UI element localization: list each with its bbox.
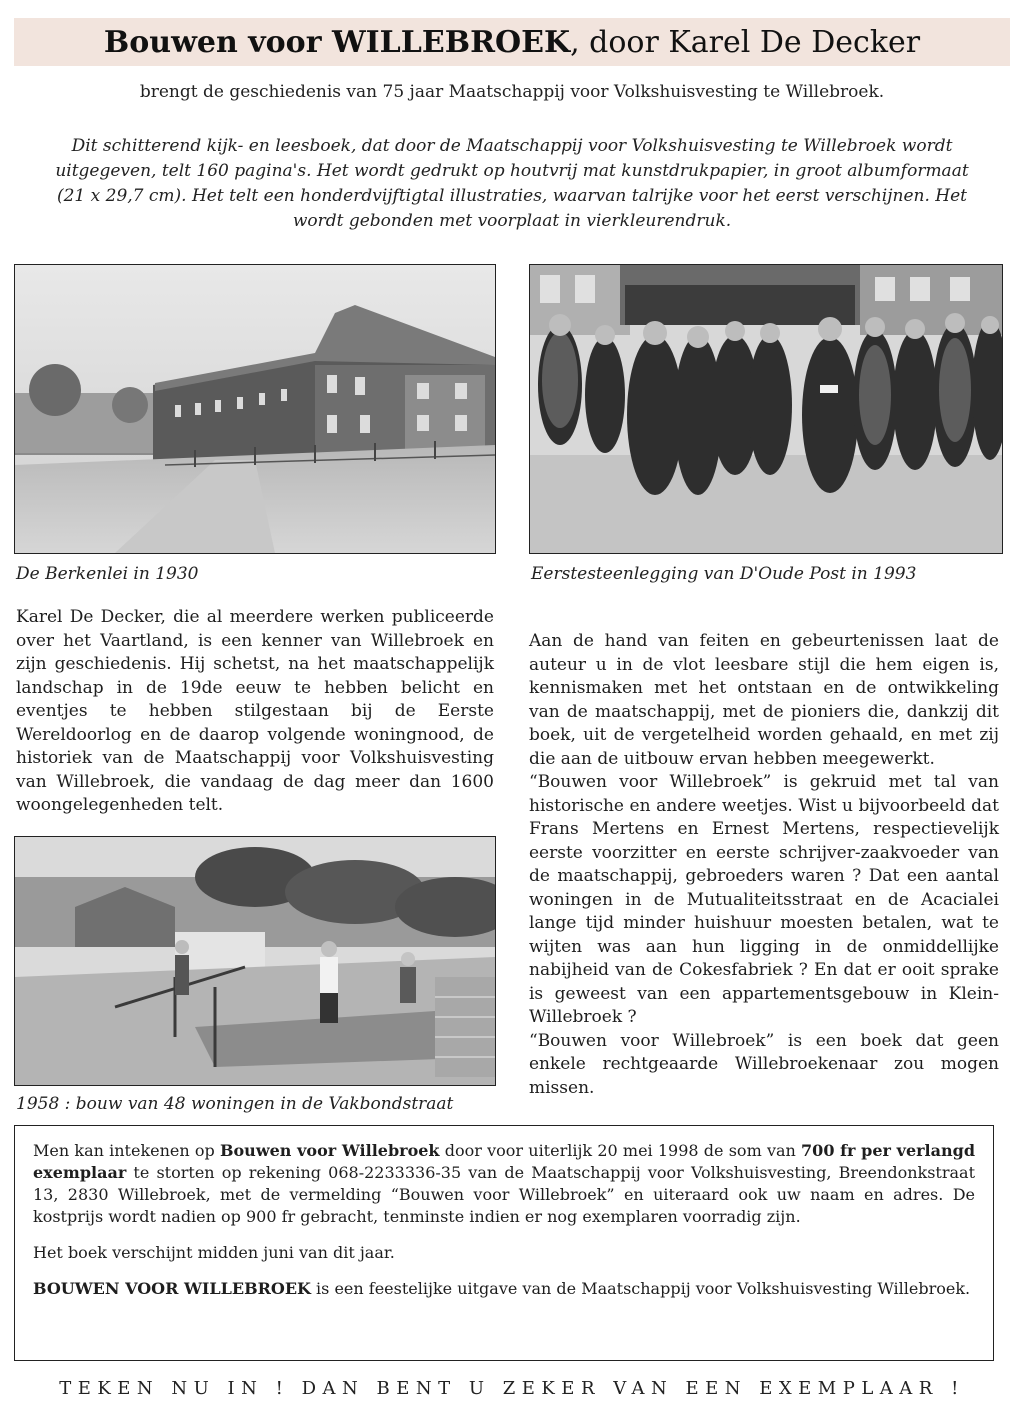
- subscription-book-title: Bouwen voor Willebroek: [219, 1141, 440, 1160]
- article-right-column: [529, 630, 999, 1100]
- title-rest: , door Karel De Decker: [570, 24, 921, 60]
- caption-berkenlei: De Berkenlei in 1930: [16, 564, 199, 584]
- subscription-paragraph-3: [33, 1278, 975, 1300]
- photo-bouw-1958: [14, 836, 496, 1086]
- article-right-paragraph-2: “Bouwen voor Willebroek” is gekruid met tal van historische en andere weetjes. Wist u bijvoorbeeld dat Frans Mertens en Ernest Mertens, respectievelijk eerste voorzitter en eerste schrijver-zaakvoeder van de maatschappij, gebroeders waren ? Dat een aantal woningen in de Mutualiteitsstraat en de Acacialei lange tijd minder huishuur moesten betalen, wat te wijten was aan hun ligging in de onmiddellijke nabijheid van de Cokesfabriek ? En dat er ooit sprake is geweest van een appartementsgebouw in Klein-Willebroek ?: [529, 772, 999, 1027]
- intro-paragraph: Dit schitterend kijk- en leesboek, dat door de Maatschappij voor Volkshuisvesting te Willebroek wordt uitgegeven, telt 160 pagina's. Het wordt gedrukt op houtvrij mat kunstdrukpapier, in groot albumformaat (21 x 29,7 cm). Het telt een honderdvijftigtal illustraties, waarvan talrijke voor het eerst verschijnen. Het wordt gebonden met voorplaat in vierkleurendruk.: [55, 136, 969, 231]
- article-left-column: [16, 606, 494, 818]
- subtitle: brengt de geschiedenis van 75 jaar Maatschappij voor Volkshuisvesting te Willebroek.: [139, 82, 885, 102]
- subscription-text-c: door voor uiterlijk 20 mei 1998 de som van: [439, 1141, 802, 1160]
- subscription-paragraph-1: [33, 1140, 975, 1228]
- article-right-paragraph-1: Aan de hand van feiten en gebeurtenissen laat de auteur u in de vlot leesbare stijl die hem eigen is, kennismaken met het ontstaan en de ontwikkeling van de maatschappij, met de pioniers die, dankzij dit boek, uit de vergetelheid worden gehaald, en met zij die aan de uitbouw ervan hebben meegewerkt.: [529, 631, 999, 769]
- title-band: [14, 18, 1010, 66]
- title-bold: Bouwen voor WILLEBROEK: [103, 24, 571, 60]
- subscription-price: 700 fr per verlangd exemplaar: [33, 1141, 975, 1182]
- photo-eerstesteenlegging: [529, 264, 1003, 554]
- subscription-text-a: Men kan intekenen op: [33, 1141, 220, 1160]
- page-title: [104, 25, 920, 60]
- caption-bouw-1958: 1958 : bouw van 48 woningen in de Vakbondstraat: [16, 1094, 454, 1114]
- photo-berkenlei: [14, 264, 496, 554]
- subscription-text-p3: is een feestelijke uitgave van de Maatschappij voor Volkshuisvesting Willebroek.: [310, 1279, 971, 1298]
- article-left-text: Karel De Decker, die al meerdere werken publiceerde over het Vaartland, is een kenner van Willebroek en zijn geschiedenis. Hij schetst, na het maatschappelijk landschap in de 19de eeuw te hebben belicht en eventjes te hebben stilgestaan bij de Eerste Wereldoorlog en de daarop volgende woningnood, de historiek van de Maatschappij voor Volkshuisvesting van Willebroek, die vandaag de dag meer dan 1600 woongelegenheden telt.: [16, 607, 494, 815]
- subscription-text-e: te storten op rekening 068-2233336-35 van de Maatschappij voor Volkshuisvesting, Breendonkstraat 13, 2830 Willebroek, met de vermelding “Bouwen voor Willebroek” en uiteraard ook uw naam en adres. De kostprijs wordt nadien op 900 fr gebracht, tenminste indien er nog exemplaren voorradig zijn.: [33, 1163, 975, 1226]
- caption-eerstesteenlegging: Eerstesteenlegging van D'Oude Post in 1993: [531, 564, 917, 584]
- subscription-brand: BOUWEN VOOR WILLEBROEK: [33, 1279, 311, 1298]
- footer-call-to-action: TEKEN NU IN ! DAN BENT U ZEKER VAN EEN EXEMPLAAR !: [59, 1378, 965, 1399]
- subscription-paragraph-2: Het boek verschijnt midden juni van dit jaar.: [33, 1243, 395, 1262]
- article-right-paragraph-3: “Bouwen voor Willebroek” is een boek dat geen enkele rechtgeaarde Willebroekenaar zou mogen missen.: [529, 1030, 999, 1098]
- subscription-box: [14, 1125, 994, 1361]
